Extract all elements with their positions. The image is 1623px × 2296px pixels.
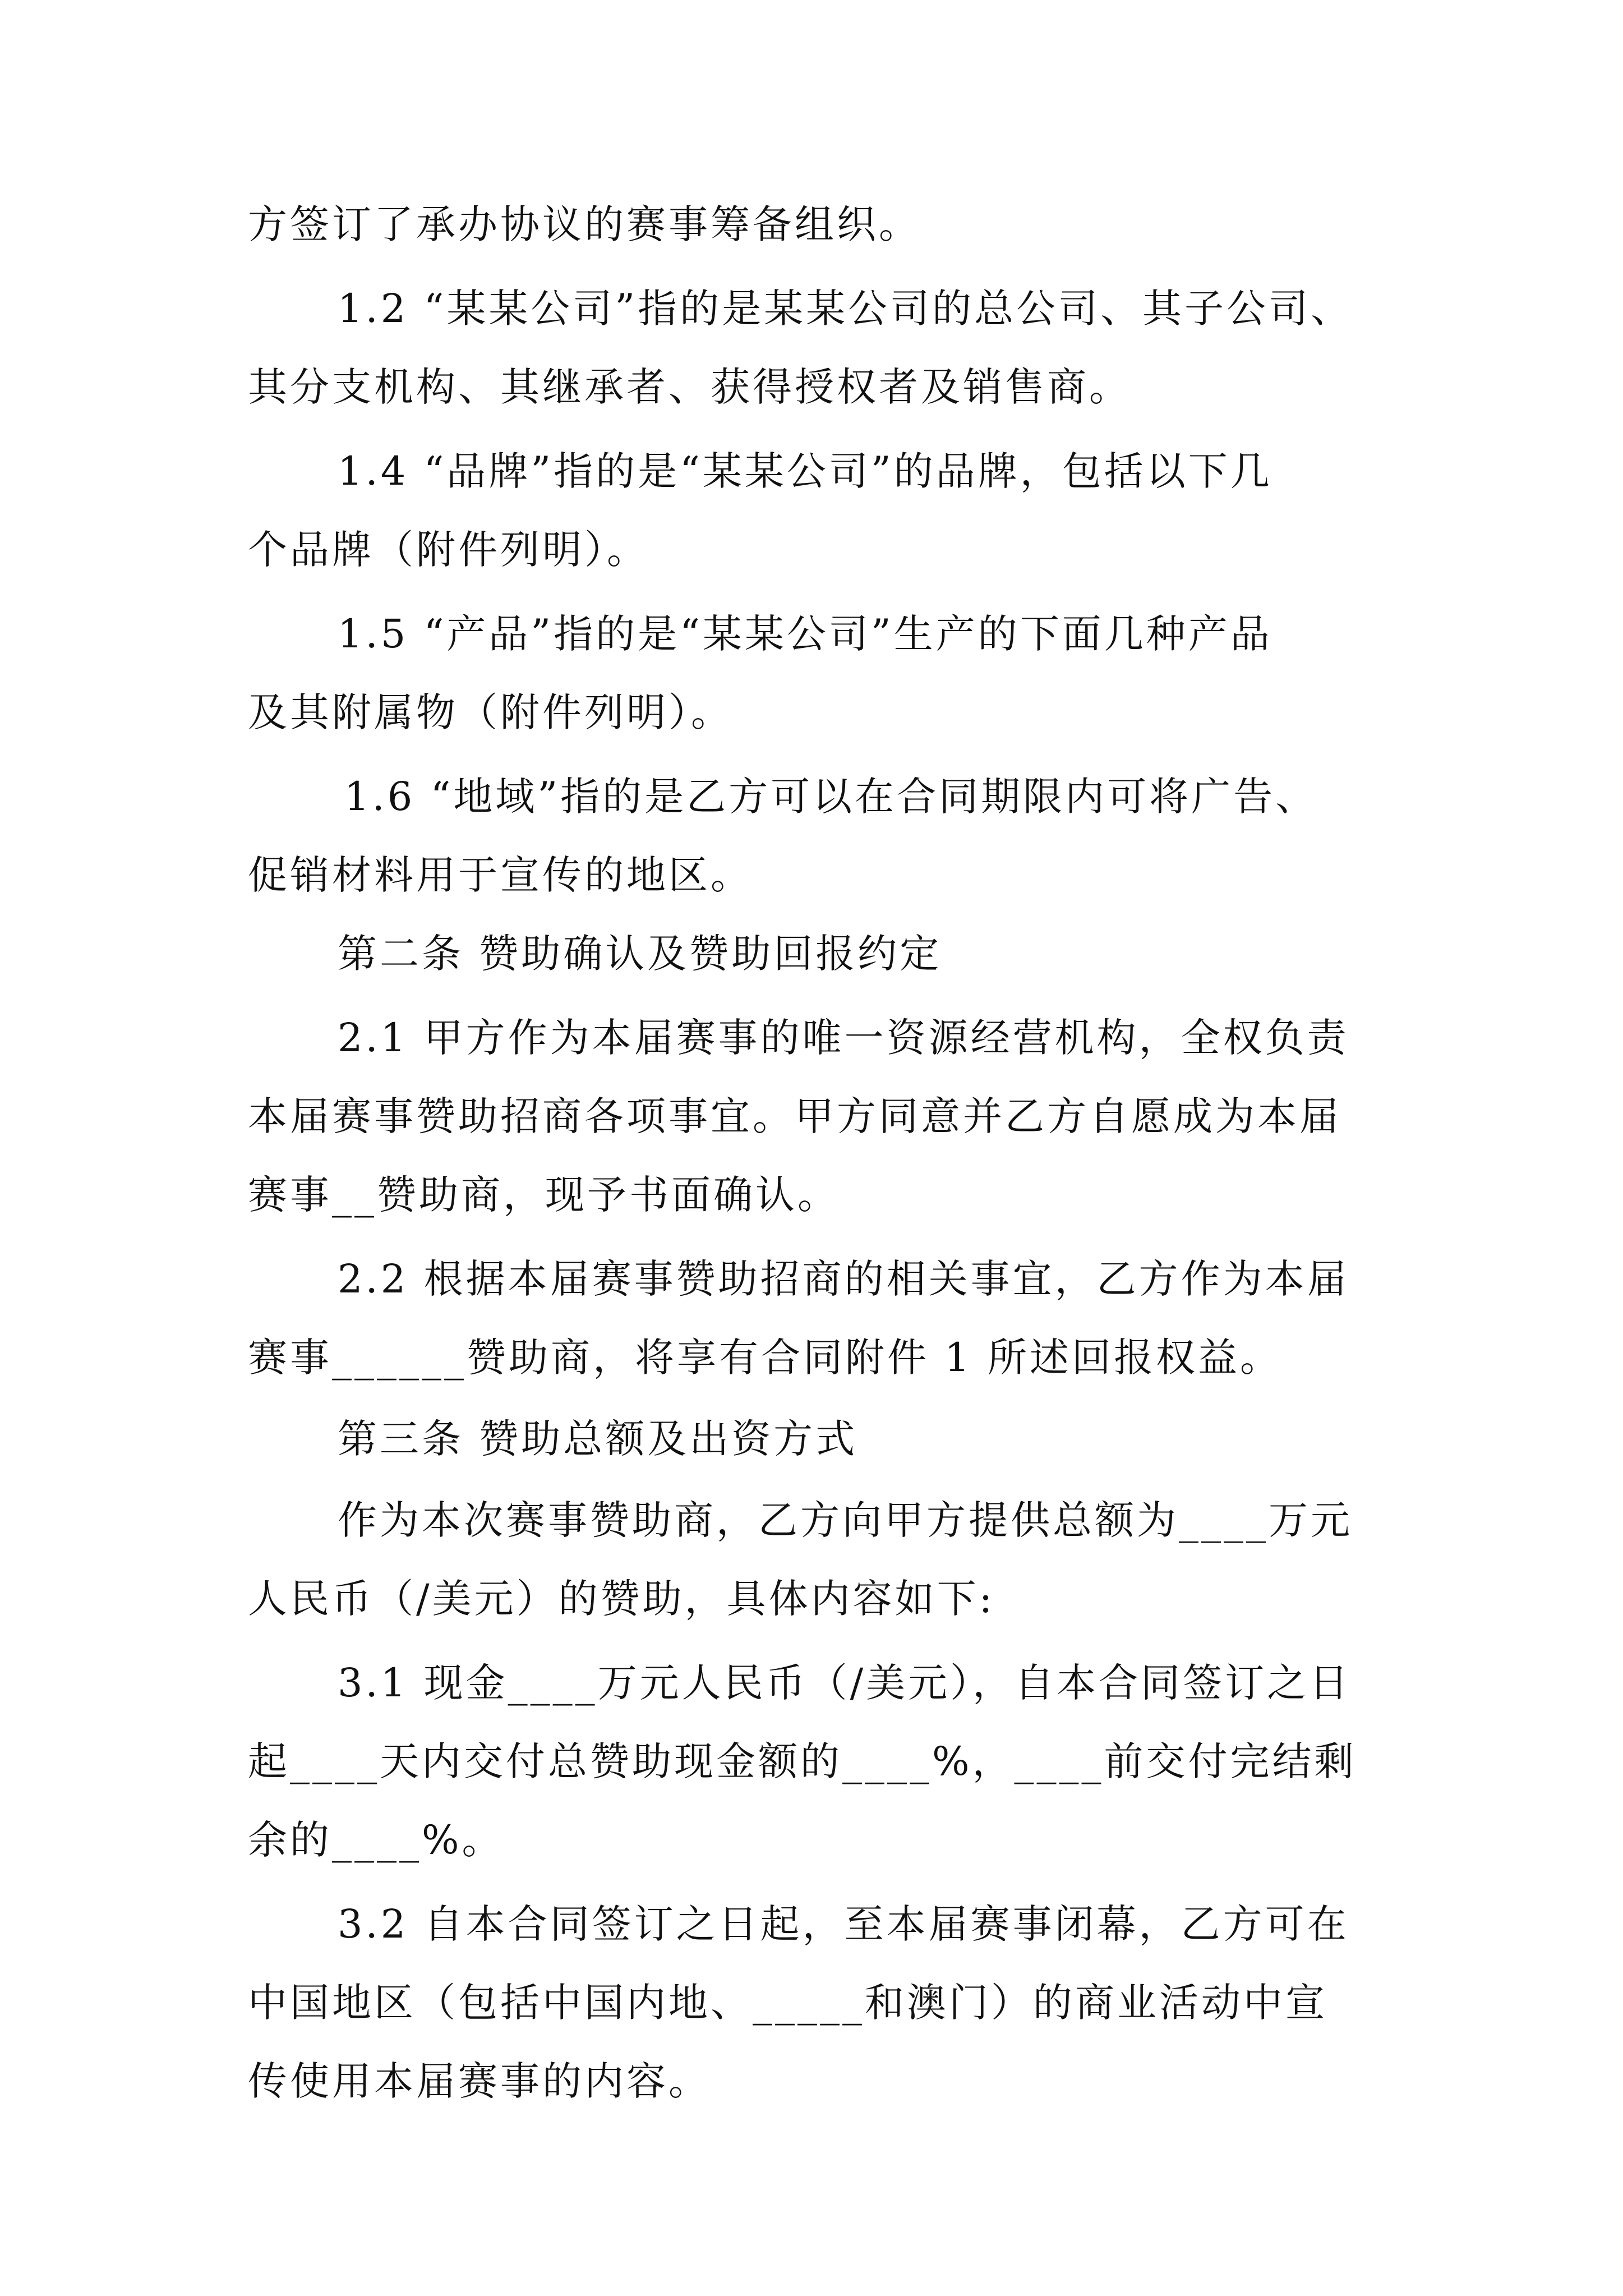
text-line: 方签订了承办协议的赛事筹备组织。 (248, 201, 921, 247)
text-line: 及其附属物（附件列明）。 (248, 689, 733, 735)
text-line: 个品牌（附件列明）。 (248, 527, 649, 573)
article-2-heading: 第二条 赞助确认及赞助回报约定 (338, 931, 942, 977)
text-line: 促销材料用于宣传的地区。 (248, 852, 753, 898)
clause-3-2: 3.2 自本合同签订之日起，至本届赛事闭幕，乙方可在 (338, 1901, 1349, 1947)
article-3-heading: 第三条 赞助总额及出资方式 (338, 1416, 858, 1462)
text-line: 其分支机构、其继承者、获得授权者及销售商。 (248, 364, 1131, 410)
clause-1-4: 1.4 “品牌”指的是“某某公司”的品牌，包括以下几 (338, 448, 1272, 494)
text-line: 赛事______赞助商，将享有合同附件 1 所述回报权益。 (248, 1335, 1283, 1381)
clause-1-6: 1.6 “地域”指的是乙方可以在合同期限内可将广告、 (344, 774, 1318, 820)
text-line: 赛事__赞助商，现予书面确认。 (248, 1172, 840, 1218)
clause-1-2: 1.2 “某某公司”指的是某某公司的总公司、其子公司、 (338, 286, 1353, 332)
text-line: 起____天内交付总赞助现金额的____%，____前交付完结剩 (248, 1738, 1357, 1784)
text-line: 作为本次赛事赞助商，乙方向甲方提供总额为____万元 (338, 1497, 1353, 1543)
clause-3-1: 3.1 现金____万元人民币（/美元），自本合同签订之日 (338, 1660, 1352, 1706)
text-line: 传使用本届赛事的内容。 (248, 2058, 711, 2104)
clause-2-1: 2.1 甲方作为本届赛事的唯一资源经营机构，全权负责 (338, 1015, 1349, 1061)
clause-2-2: 2.2 根据本届赛事赞助招商的相关事宜，乙方作为本届 (338, 1256, 1349, 1302)
clause-1-5: 1.5 “产品”指的是“某某公司”生产的下面几种产品 (338, 611, 1272, 657)
text-line: 人民币（/美元）的赞助，具体内容如下: (248, 1576, 995, 1622)
text-line: 余的____%。 (248, 1817, 504, 1863)
text-line: 本届赛事赞助招商各项事宜。甲方同意并乙方自愿成为本届 (248, 1093, 1341, 1139)
text-line: 中国地区（包括中国内地、_____和澳门）的商业活动中宣 (248, 1980, 1327, 2026)
